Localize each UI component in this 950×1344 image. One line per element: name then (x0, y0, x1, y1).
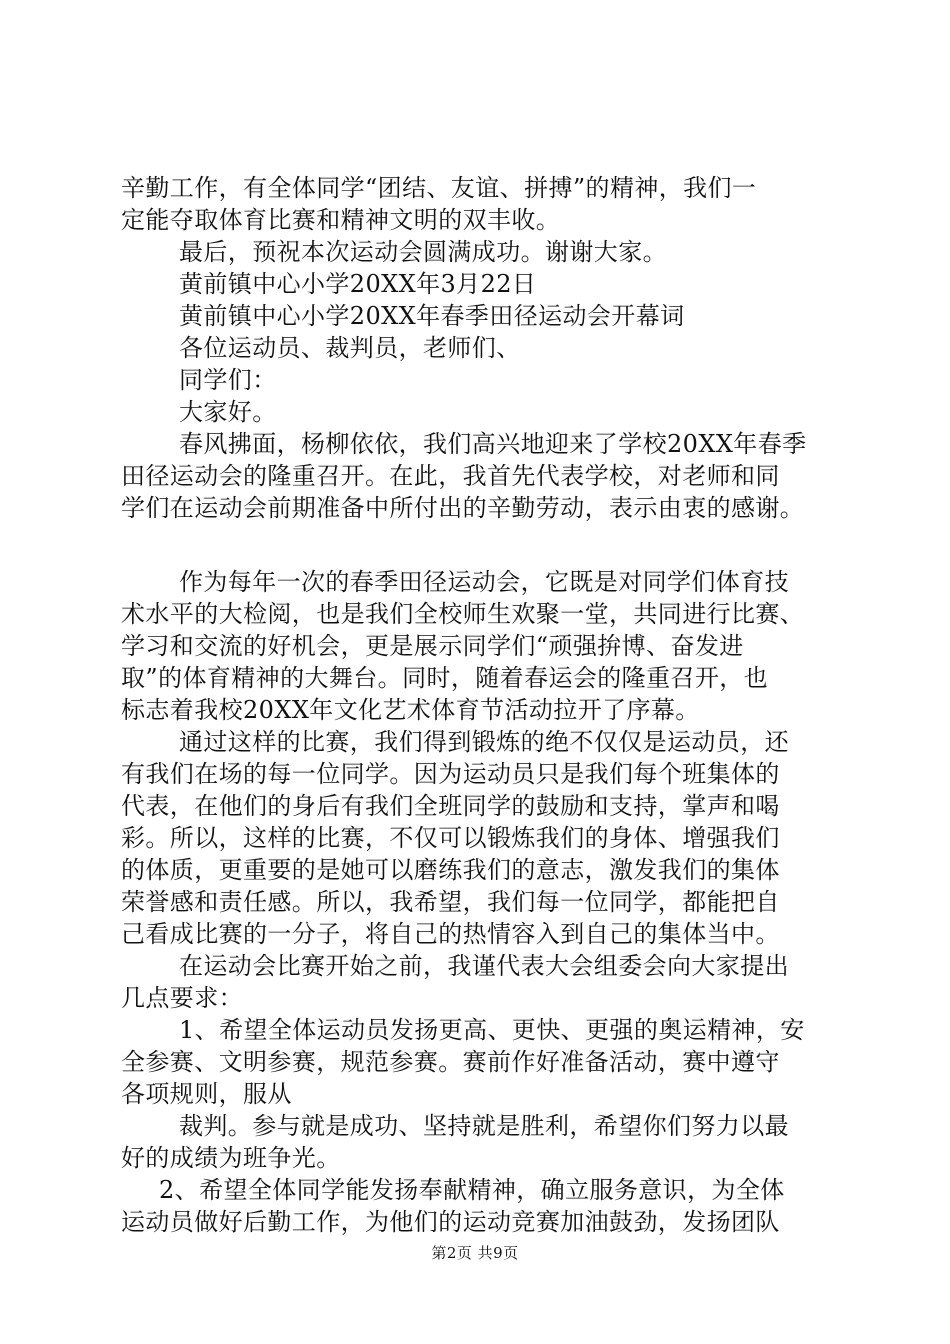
text-line: 的体质，更重要的是她可以磨练我们的意志，激发我们的集体 (121, 856, 780, 884)
list-item-text: 1、希望全体运动员发扬更高、更快、更强的奥运精神，安 (179, 1016, 805, 1044)
text-line: 取”的体育精神的大舞台。同时，随着春运会的隆重召开，也 (121, 664, 769, 692)
text-line: 学们在运动会前期准备中所付出的辛勤劳动，表示由衷的感谢。 (121, 494, 805, 522)
salutation: 各位运动员、裁判员，老师们、 (179, 334, 521, 362)
speech-title: 黄前镇中心小学20XX年春季田径运动会开幕词 (179, 302, 685, 330)
paragraph-gap (121, 524, 836, 566)
text-line: 在运动会比赛开始之前，我谨代表大会组委会向大家提出 (179, 952, 789, 980)
page-footer: 第2页 共9页 (431, 1244, 519, 1262)
text-line: 田径运动会的隆重召开。在此，我首先代表学校，对老师和同 (121, 462, 780, 490)
text-line: 术水平的大检阅，也是我们全校师生欢聚一堂，共同进行比赛、 (121, 600, 805, 628)
text-line: 学习和交流的好机会，更是展示同学们“顽强拚博、奋发进 (121, 632, 744, 660)
document-body (121, 172, 836, 1238)
text-line: 各项规则，服从 (121, 1080, 292, 1108)
text-line: 几点要求： (121, 984, 243, 1012)
text-line: 裁判。参与就是成功、坚持就是胜利，希望你们努力以最 (179, 1112, 789, 1140)
text-line: 好的成绩为班争光。 (121, 1144, 341, 1172)
text-line: 运动员做好后勤工作，为他们的运动竞赛加油鼓劲，发扬团队 (121, 1208, 780, 1236)
text-line: 代表，在他们的身后有我们全班同学的鼓励和支持，掌声和喝 (121, 792, 780, 820)
text-line: 作为每年一次的春季田径运动会，它既是对同学们体育技 (179, 568, 789, 596)
text-line: 标志着我校20XX年文化艺术体育节活动拉开了序幕。 (121, 696, 700, 724)
greeting: 大家好。 (179, 398, 277, 426)
text-line: 辛勤工作，有全体同学“团结、友谊、拼搏”的精神，我们一 (121, 174, 757, 202)
text-line: 荣誉感和责任感。所以，我希望，我们每一位同学，都能把自 (121, 888, 780, 916)
text-line: 全参赛、文明参赛，规范参赛。赛前作好准备活动，赛中遵守 (121, 1048, 780, 1076)
date-line: 黄前镇中心小学20XX年3月22日 (179, 270, 537, 298)
text-line: 有我们在场的每一位同学。因为运动员只是我们每个班集体的 (121, 760, 780, 788)
text-line: 最后，预祝本次运动会圆满成功。谢谢大家。 (179, 238, 667, 266)
text-line: 定能夺取体育比赛和精神文明的双丰收。 (121, 206, 561, 234)
text-line: 通过这样的比赛，我们得到锻炼的绝不仅仅是运动员，还 (179, 728, 789, 756)
salutation: 同学们： (179, 366, 277, 394)
text-line: 己看成比赛的一分子，将自己的热情容入到自己的集体当中。 (121, 920, 780, 948)
text-line: 彩。所以，这样的比赛，不仅可以锻炼我们的身体、增强我们 (121, 824, 780, 852)
list-item-text: 2、希望全体同学能发扬奉献精神，确立服务意识，为全体 (159, 1176, 785, 1204)
text-line: 春风拂面，杨柳依依，我们高兴地迎来了学校20XX年春季 (179, 430, 807, 458)
